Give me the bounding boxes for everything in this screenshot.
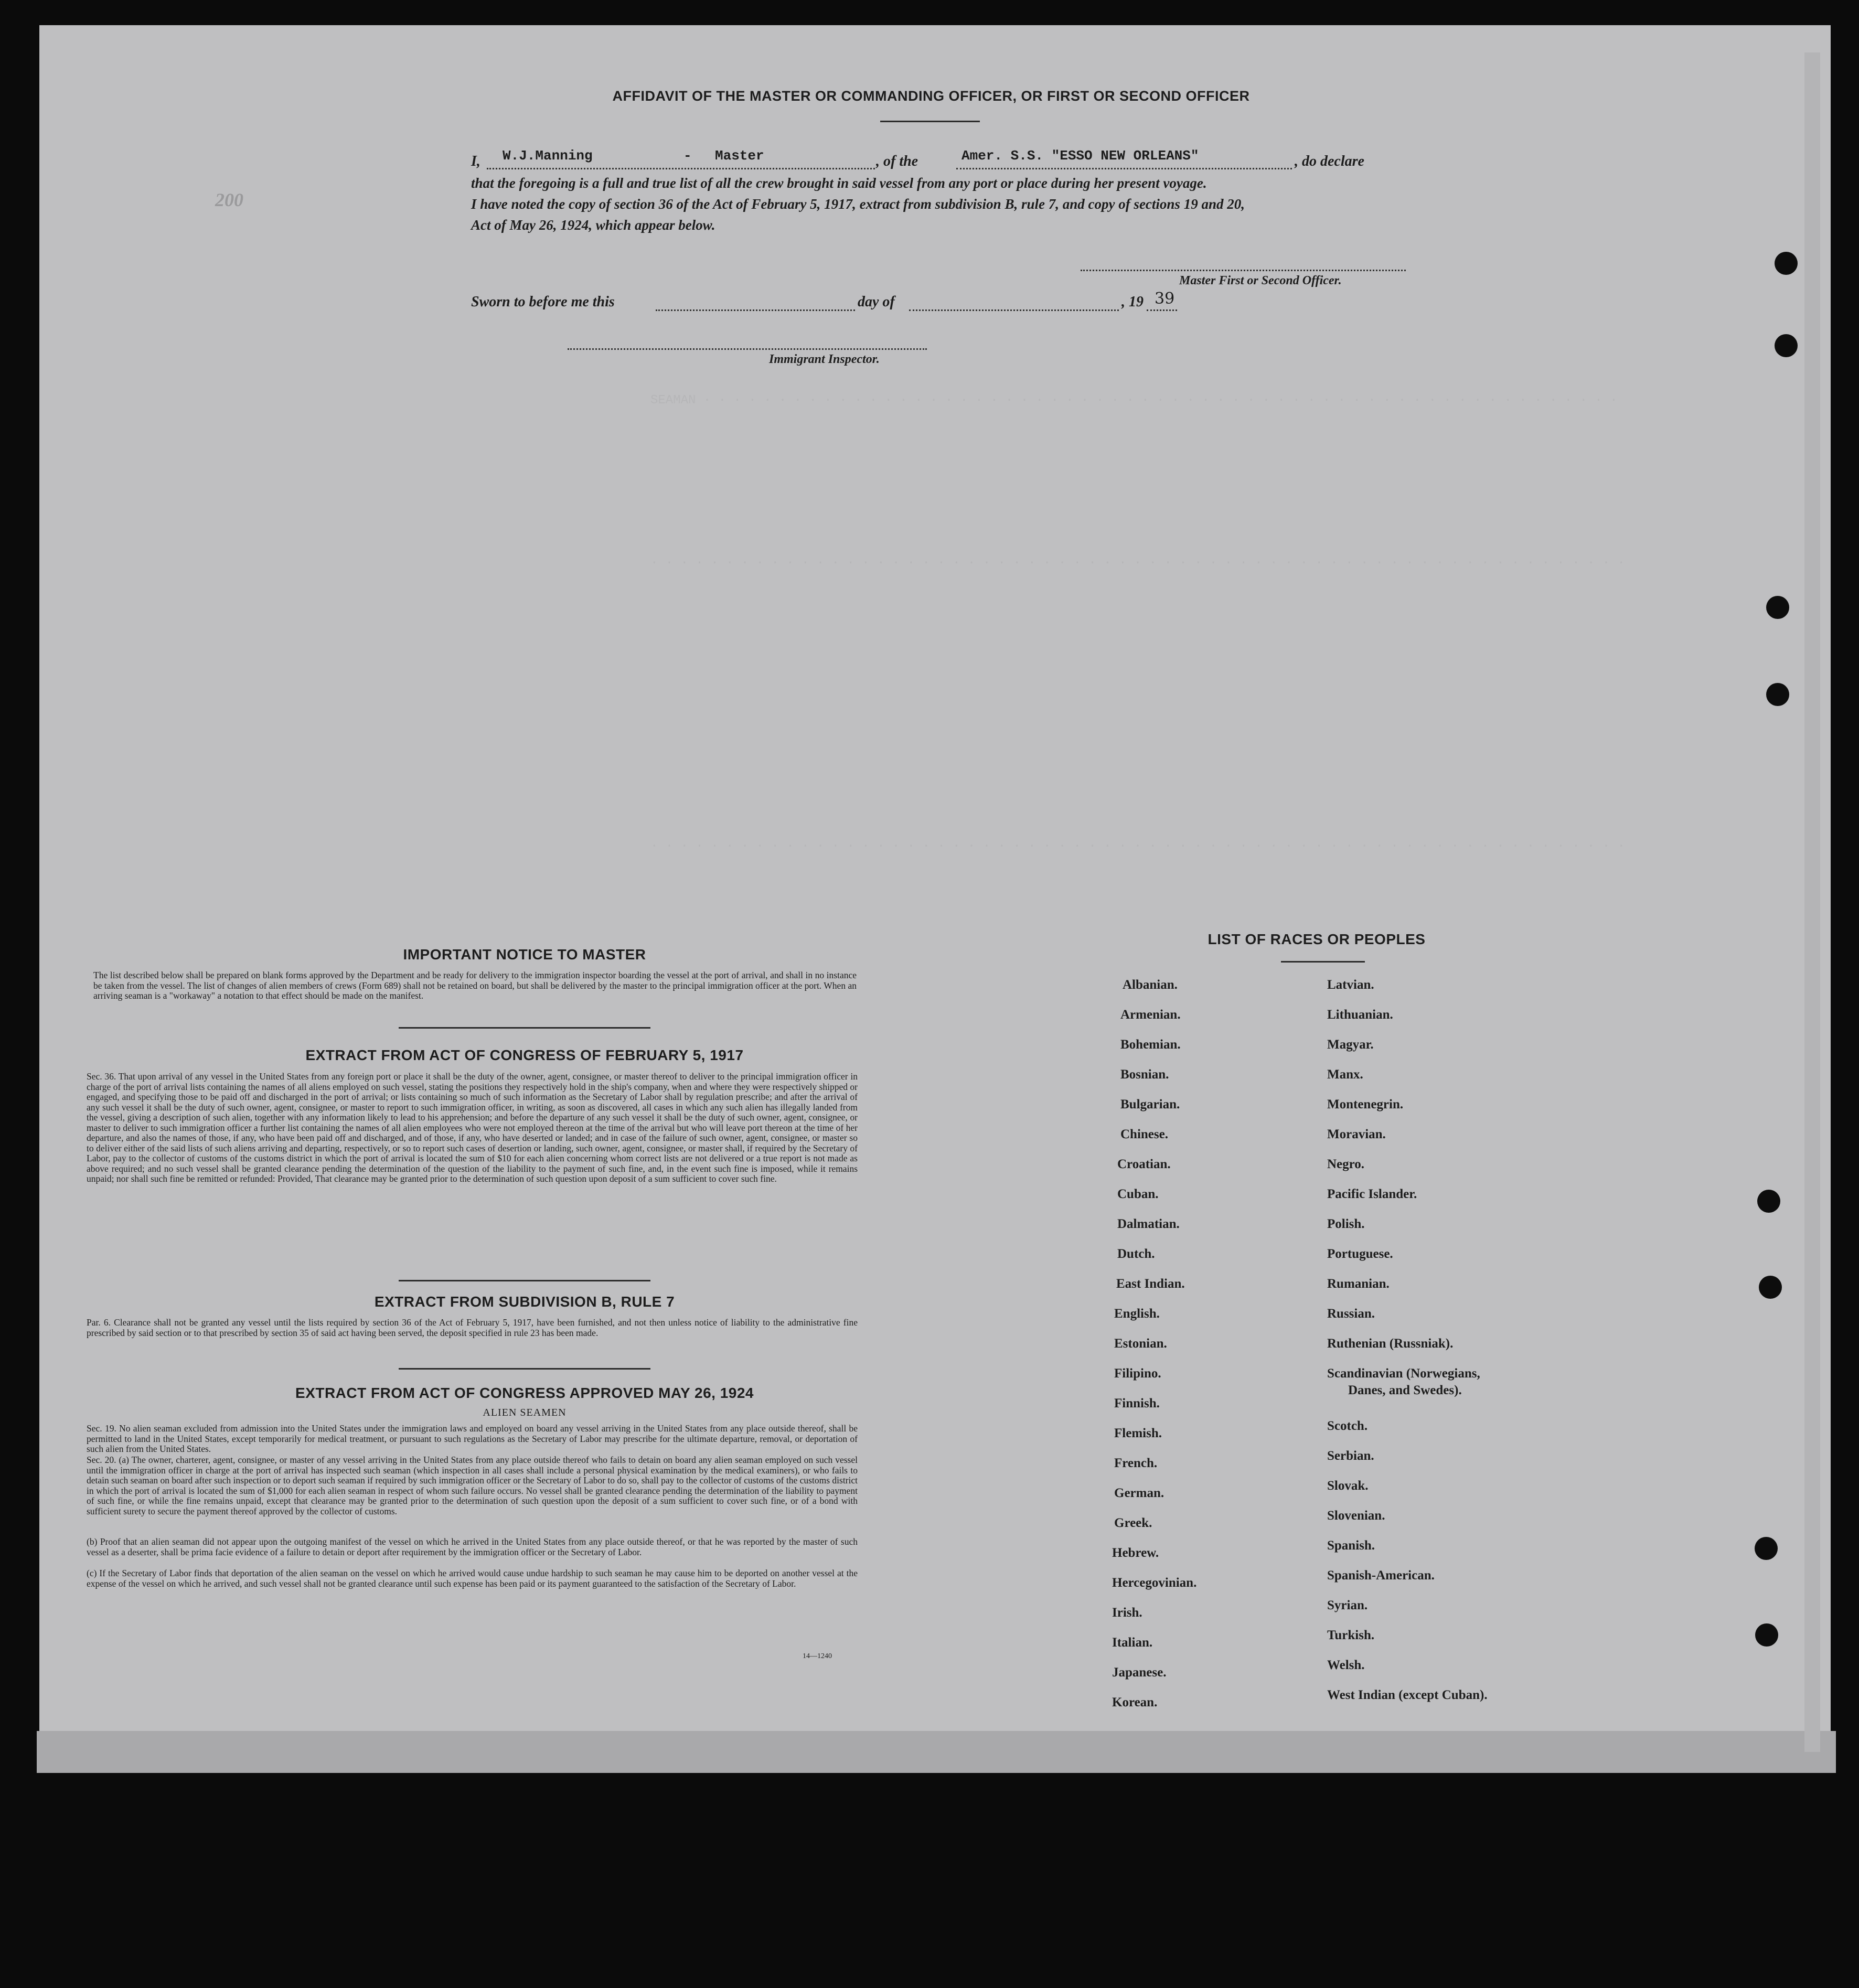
binder-hole: [1775, 334, 1798, 357]
extract-1917-title: EXTRACT FROM ACT OF CONGRESS OF FEBRUARY 5, 1917: [305, 1047, 744, 1063]
section-19-text: Sec. 19. No alien seaman excluded from admission into the United States under the immigration laws and employed on board any vessel arriving in the United States from any place outside thereof, shall be permitted to land in the United States, except temporarily for medical treatment, or pursuant to such regulations as the Secretary of Labor may prescribe for the ultimate departure, removal, or deportation of such alien from the United States.: [87, 1423, 858, 1454]
race-item: Serbian.: [1327, 1449, 1374, 1463]
extract-1924-subtitle: ALIEN SEAMEN: [483, 1407, 567, 1418]
race-item: East Indian.: [1116, 1277, 1185, 1291]
binder-hole: [1757, 1190, 1780, 1213]
binder-hole: [1766, 683, 1789, 706]
binder-hole: [1755, 1537, 1778, 1560]
race-item: Slovenian.: [1327, 1509, 1385, 1523]
race-item: Greek.: [1114, 1516, 1152, 1530]
race-item: Scandinavian (Norwegians,: [1327, 1366, 1480, 1381]
affidavit-line-3: I have noted the copy of section 36 of the Act of February 5, 1917, extract from subdivision B, rule 7, and copy of sections 19 and 20,: [471, 196, 1245, 212]
sworn-label: Sworn to before me this: [471, 294, 615, 310]
notice-text: The list described below shall be prepared on blank forms approved by the Department and be ready for delivery to the immigration inspector boarding the vessel at the port of arrival, and shall in no instance be taken from the vessel. The list of changes of alien members of crews (Form 689) shall not be retained on board, but shall be delivered by the master to the principal immigration officer at the port. When an arriving seaman is a "workaway" a notation to that effect should be made on the manifest.: [93, 970, 857, 1001]
race-item: Cuban.: [1117, 1187, 1159, 1201]
race-item: Chinese.: [1120, 1127, 1168, 1141]
pronoun: I,: [471, 153, 480, 169]
race-item: Ruthenian (Russniak).: [1327, 1337, 1454, 1351]
race-item: Japanese.: [1112, 1665, 1167, 1680]
race-item: Hercegovinian.: [1112, 1576, 1197, 1590]
do-declare-label: , do declare: [1295, 153, 1364, 169]
race-item: Bosnian.: [1120, 1067, 1169, 1082]
race-item: Irish.: [1112, 1606, 1142, 1620]
year-handwritten: 39: [1155, 290, 1175, 308]
binding-strip: [1804, 52, 1820, 1752]
binder-hole: [1755, 1623, 1778, 1647]
race-item: Hebrew.: [1112, 1546, 1159, 1560]
race-item: Rumanian.: [1327, 1277, 1390, 1291]
race-item: Dutch.: [1117, 1247, 1155, 1261]
name-field-line: [487, 168, 875, 169]
race-item: Danes, and Swedes).: [1348, 1383, 1462, 1397]
divider: [399, 1368, 650, 1370]
affidavit-line-2: that the foregoing is a full and true list of all the crew brought in said vessel from any port or place during her present voyage.: [471, 175, 1207, 191]
subdivision-text: Par. 6. Clearance shall not be granted any vessel until the lists required by section 36 of the Act of February 5, 1917, have been furnished, and not then unless notice of liability to the administrative fine prescribed by said section or to that prescribed by section 35 of said act having been served, the deposit specified in rule 23 has been made.: [87, 1317, 858, 1338]
race-item: Dalmatian.: [1117, 1217, 1180, 1231]
race-item: Spanish-American.: [1327, 1568, 1435, 1583]
affidavit-line-4: Act of May 26, 1924, which appear below.: [471, 217, 715, 233]
race-item: Croatian.: [1117, 1157, 1171, 1171]
race-item: Turkish.: [1327, 1628, 1375, 1642]
year-prefix: , 19: [1121, 294, 1144, 310]
sworn-line: [471, 290, 1205, 320]
race-item: Syrian.: [1327, 1598, 1368, 1612]
race-item: Polish.: [1327, 1217, 1365, 1231]
race-item: Filipino.: [1114, 1366, 1161, 1381]
races-title: LIST OF RACES OR PEOPLES: [1208, 931, 1426, 947]
divider: [399, 1027, 650, 1029]
race-item: Latvian.: [1327, 978, 1374, 992]
section-20c-text: (c) If the Secretary of Labor finds that deportation of the alien seaman on the vessel on which he arrived would cause undue hardship to such seaman he may cause him to be deported on another vessel at the expense of the vessel on which he arrived, and such vessel shall not be granted clearance until such expense has been paid or its payment guaranteed to the satisfaction of the Secretary of Labor.: [87, 1568, 858, 1589]
divider: [1281, 961, 1365, 963]
race-item: German.: [1114, 1486, 1164, 1500]
signature-line: [1081, 270, 1406, 271]
page-bottom-edge: [37, 1731, 1836, 1773]
month-field-line: [909, 309, 1119, 311]
bleed-through-text: · · · · · · · · · · · · · · · · · · · · · · · · · · · · · · · · · · · · · · · · · · · · · · · · · · · · · · · · · · · · · · · · ·: [650, 839, 1625, 853]
bleed-through-text: SEAMAN · · · · · · · · · · · · · · · · · · · · · · · · · · · · · · · · · · · · · · · · · · · · · · · · · · · · · · · · · · · · ·: [650, 393, 1618, 408]
master-rank: Master: [715, 148, 764, 164]
binder-hole: [1759, 1276, 1782, 1299]
section-20a-text: Sec. 20. (a) The owner, charterer, agent, consignee, or master of any vessel arriving in the United States from any place outside thereof who fails to detain on board any alien seaman employed on such vessel until the immigration officer in charge at the port of arrival has inspected such seaman (which inspection in all cases shall include a personal physical examination by the medical examiners), or who fails to detain such seaman on board after such inspection or to deport such seaman if required by such immigration officer or the Secretary of Labor to do so, shall pay to the collector of customs of the customs district in which the port of arrival is located the sum of $1,000 for each alien seaman in respect of whom such failure occurs. No vessel shall be granted clearance pending the determination of the liability to payment of such fine, or while the fine remains unpaid, except that clearance may be granted prior to the determination of such question upon the deposit of a sum sufficient to cover such fine, or of a bond with sufficient surety to secure the payment thereof approved by the collector of customs.: [87, 1455, 858, 1516]
section-20b-text: (b) Proof that an alien seaman did not appear upon the outgoing manifest of the vessel on which he arrived in the United States from any place outside thereof, or that he was reported by the master of such vessel as a deserter, shall be prima facie evidence of a failure to detain or deport after requirement by the immigration officer or the Secretary of Labor.: [87, 1536, 858, 1557]
day-of-label: day of: [858, 294, 895, 310]
race-item: Italian.: [1112, 1636, 1153, 1650]
race-item: Welsh.: [1327, 1658, 1365, 1672]
master-name: W.J.Manning: [503, 148, 593, 164]
race-item: Slovak.: [1327, 1479, 1369, 1493]
signature-caption: Master First or Second Officer.: [1179, 274, 1342, 287]
race-item: Korean.: [1112, 1695, 1158, 1709]
race-item: Moravian.: [1327, 1127, 1386, 1141]
race-item: Spanish.: [1327, 1538, 1375, 1553]
race-item: Magyar.: [1327, 1038, 1374, 1052]
race-item: Manx.: [1327, 1067, 1363, 1082]
race-item: Armenian.: [1120, 1008, 1181, 1022]
form-number: 14—1240: [803, 1652, 832, 1660]
bleed-through-text: · · · · · · · · · · · · · · · · · · · · · · · · · · · · · · · · · · · · · · · · · · · · · · · · · · · · · · · · · · · · · · · · ·: [650, 556, 1625, 570]
dash: -: [683, 148, 692, 164]
race-item: Pacific Islander.: [1327, 1187, 1417, 1201]
race-item: Russian.: [1327, 1307, 1375, 1321]
race-item: English.: [1114, 1307, 1160, 1321]
year-field-line: [1147, 309, 1177, 311]
race-item: Bohemian.: [1120, 1038, 1181, 1052]
extract-1917-text: Sec. 36. That upon arrival of any vessel in the United States from any foreign port or place it shall be the duty of the owner, agent, consignee, or master thereof to deliver to the principal immigration officer in charge of the port of arrival lists containing the names of all aliens employed on such vessel, stating the positions they respectively hold in the ship's company, when and where they were respectively shipped or engaged, and specifying those to be paid off and discharged in the port of arrival; or lists containing so much of such information as the Secretary of Labor shall by regulation prescribe; and after the arrival of any such vessel it shall be the duty of such owner, agent, consignee, or master to report to such immigration officer, in writing, as soon as discovered, all cases in which any such alien has illegally landed from the vessel, giving a description of such alien, together with any information likely to lead to his apprehension; and before the departure of any such vessel it shall be the duty of such owner, agent, consignee, or master to deliver to such immigration officer a further list containing the names of all alien employees who were not employed thereon at the time of the arrival but who will leave port thereon at the time of her departure, and also the names of those, if any, who have been paid off and discharged, and of those, if any, who have deserted or landed; and in case of the failure of such owner, agent, consignee, or master so to deliver either of the said lists of such aliens arriving and departing, respectively, or so to report such cases of desertion or landing, such owner, agent, consignee, or master shall, if required by the Secretary of Labor, pay to the collector of customs of the customs district in which the port of arrival is located the sum of $10 for each alien concerning whom correct lists are not delivered or a true report is not made as above required; and no such vessel shall be granted clearance pending the determination of the question of the liability to the payment of such fine, and, in the event such fine is imposed, while it remains unpaid; nor shall such fine be remitted or refunded: Provided, That clearance may be granted prior to the determination of such question upon deposit of a sum sufficient to cover such fine.: [87, 1071, 858, 1184]
inspector-caption: Immigrant Inspector.: [769, 352, 880, 366]
affidavit-title: AFFIDAVIT OF THE MASTER OR COMMANDING OFFICER, OR FIRST OR SECOND OFFICER: [612, 88, 1250, 104]
race-item: Negro.: [1327, 1157, 1365, 1171]
affidavit-line-1: [471, 148, 1431, 169]
race-item: Scotch.: [1327, 1419, 1368, 1433]
of-the-label: , of the: [876, 153, 918, 169]
race-item: Flemish.: [1114, 1426, 1162, 1440]
race-item: Finnish.: [1114, 1396, 1160, 1410]
race-item: Portuguese.: [1327, 1247, 1393, 1261]
race-item: West Indian (except Cuban).: [1327, 1688, 1488, 1702]
notice-title: IMPORTANT NOTICE TO MASTER: [403, 946, 646, 963]
binder-hole: [1775, 252, 1798, 275]
race-item: Montenegrin.: [1327, 1097, 1404, 1111]
vessel-name: Amer. S.S. "ESSO NEW ORLEANS": [961, 148, 1199, 164]
race-item: Albanian.: [1123, 978, 1178, 992]
race-item: Estonian.: [1114, 1337, 1167, 1351]
binder-hole: [1766, 596, 1789, 619]
divider: [399, 1280, 650, 1281]
divider: [880, 121, 980, 122]
inspector-signature-line: [568, 348, 927, 350]
vessel-field-line: [956, 168, 1292, 169]
day-field-line: [656, 309, 855, 311]
margin-mark: 200: [215, 189, 243, 210]
race-item: French.: [1114, 1456, 1158, 1470]
race-item: Bulgarian.: [1120, 1097, 1180, 1111]
extract-1924-title: EXTRACT FROM ACT OF CONGRESS APPROVED MAY 26, 1924: [295, 1385, 754, 1401]
race-item: Lithuanian.: [1327, 1008, 1393, 1022]
subdivision-title: EXTRACT FROM SUBDIVISION B, RULE 7: [374, 1294, 675, 1310]
